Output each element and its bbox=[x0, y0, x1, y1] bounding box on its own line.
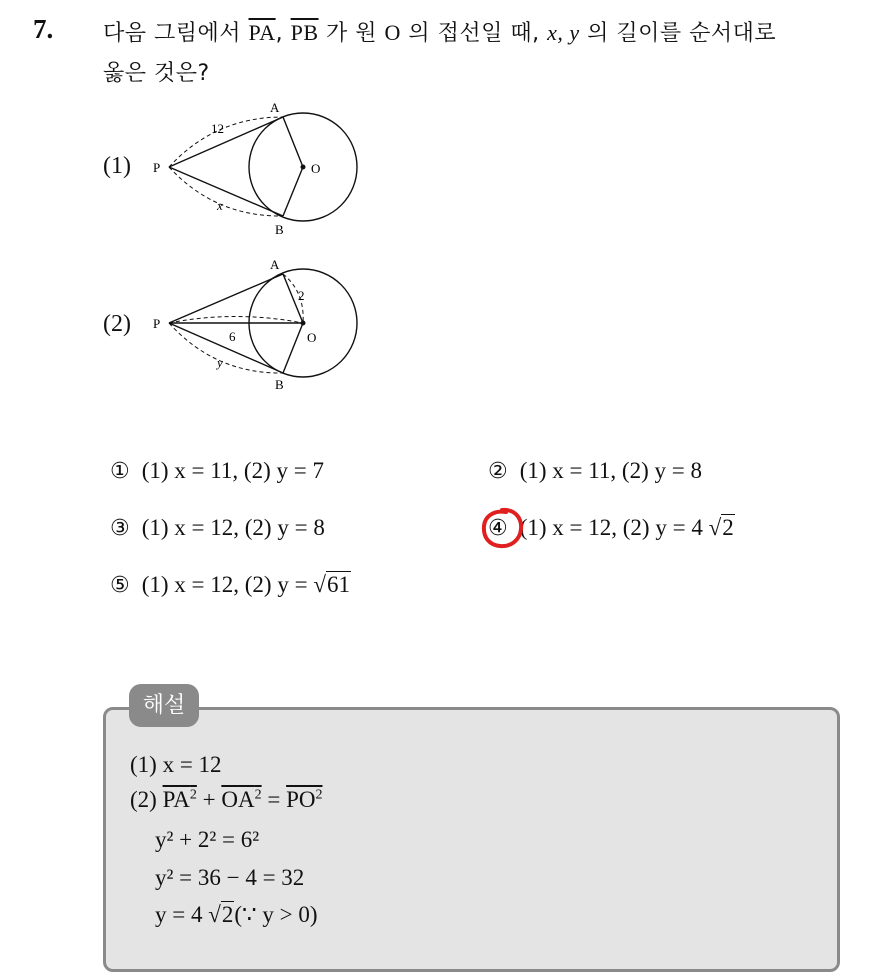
figure-1-center-dot bbox=[301, 165, 306, 170]
choice-1[interactable] bbox=[110, 458, 324, 484]
question-text-mid: 가 원 bbox=[318, 21, 385, 46]
solution-seg-oa: $OA^2$ bbox=[221, 787, 262, 812]
choice-1-text: (1) x = 11, (2) y = 7 bbox=[141, 458, 324, 483]
solution-line-4: y² = 36 − 4 = 32 bbox=[155, 865, 305, 890]
question-line-1 bbox=[103, 16, 776, 47]
question-vars: x, y bbox=[547, 20, 580, 45]
figure-2-tangent-pb bbox=[169, 323, 283, 373]
choice-2-mark: ② bbox=[488, 459, 508, 484]
figure-2-length-oa: 2 bbox=[298, 288, 305, 303]
choice-5[interactable] bbox=[110, 572, 351, 598]
figure-2-diagram bbox=[145, 252, 365, 397]
figure-1-point-a: A bbox=[270, 100, 280, 115]
segment-pb: $\overline{PB}$ bbox=[290, 20, 319, 45]
figure-1-diagram bbox=[145, 95, 365, 240]
solution-tag: 해설 bbox=[129, 684, 199, 727]
question-text-pre: 다음 그림에서 bbox=[103, 21, 249, 46]
solution-plus: + bbox=[196, 787, 222, 812]
figure-2-dimension-po bbox=[169, 317, 303, 324]
choice-3-text: (1) x = 12, (2) y = 8 bbox=[141, 515, 325, 540]
choice-5-text: (1) x = 12, (2) y = bbox=[141, 572, 314, 597]
solution-line-3: y² + 2² = 6² bbox=[155, 827, 260, 852]
figure-1-tangent-pb bbox=[169, 167, 283, 216]
figure-2-point-p: P bbox=[153, 316, 161, 331]
figure-1-point-b: B bbox=[275, 222, 284, 237]
figure-1-point-o: O bbox=[311, 161, 321, 176]
solution-seg-po: $PO^2$ bbox=[286, 787, 323, 812]
choice-3-mark: ③ bbox=[110, 516, 130, 541]
choice-5-sqrt-sign: √ bbox=[313, 572, 326, 597]
figure-2-point-o: O bbox=[307, 330, 317, 345]
choice-4-mark: ④ bbox=[488, 516, 508, 541]
question-comma: , bbox=[275, 21, 291, 46]
figure-1-label: (1) bbox=[103, 153, 131, 179]
choice-3[interactable] bbox=[110, 515, 325, 541]
choice-2[interactable] bbox=[488, 458, 702, 484]
solution-seg-pa: $PA^2$ bbox=[162, 787, 197, 812]
answer-circle-stroke bbox=[484, 510, 521, 546]
solution-line-5-pre: y = 4 bbox=[155, 902, 209, 927]
choice-4-text: (1) x = 12, (2) y = 4 bbox=[519, 515, 709, 540]
figure-1-radius-ob bbox=[283, 167, 303, 216]
solution-sqrt-sign: √ bbox=[208, 902, 221, 927]
figure-1-tangent-pa bbox=[169, 117, 283, 167]
answer-circle-mark bbox=[478, 504, 526, 552]
circle-name: O bbox=[384, 20, 401, 45]
question-text-mid2: 의 접선일 때, bbox=[400, 21, 548, 46]
choice-4-sqrt-sign: √ bbox=[708, 515, 722, 540]
choice-1-mark: ① bbox=[110, 459, 130, 484]
solution-line-2-pre: (2) bbox=[130, 787, 163, 812]
figure-2-point-b: B bbox=[275, 377, 284, 392]
choice-2-text: (1) x = 11, (2) y = 8 bbox=[519, 458, 702, 483]
figure-2-length-pb: y bbox=[217, 355, 223, 370]
choice-4-radicand: 2 bbox=[722, 515, 734, 540]
solution-line-5 bbox=[155, 902, 318, 928]
choice-5-mark: ⑤ bbox=[110, 573, 130, 598]
solution-line-2 bbox=[130, 787, 322, 813]
figure-2-radius-ob bbox=[283, 323, 303, 373]
figure-1-radius-oa bbox=[283, 117, 303, 167]
solution-eq: = bbox=[261, 787, 287, 812]
choice-5-radicand: 61 bbox=[326, 572, 350, 597]
figure-2-length-po: 6 bbox=[229, 329, 236, 344]
figure-1-length-pa: 12 bbox=[211, 121, 224, 136]
figure-2-label: (2) bbox=[103, 311, 131, 337]
question-text-post: 의 길이를 순서대로 bbox=[579, 21, 777, 46]
segment-pa: $\overline{PA}$ bbox=[248, 20, 276, 45]
figure-1-point-p: P bbox=[153, 160, 161, 175]
figure-1-length-pb: x bbox=[217, 198, 223, 213]
solution-line-1: (1) x = 12 bbox=[130, 752, 222, 777]
question-line-2: 옳은 것은? bbox=[103, 61, 210, 86]
question-number: 7. bbox=[33, 14, 54, 44]
figure-2-point-a: A bbox=[270, 257, 280, 272]
solution-line-5-post: (∵ y > 0) bbox=[234, 902, 318, 927]
figure-2-tangent-pa bbox=[169, 274, 283, 323]
solution-radicand: 2 bbox=[221, 902, 234, 927]
